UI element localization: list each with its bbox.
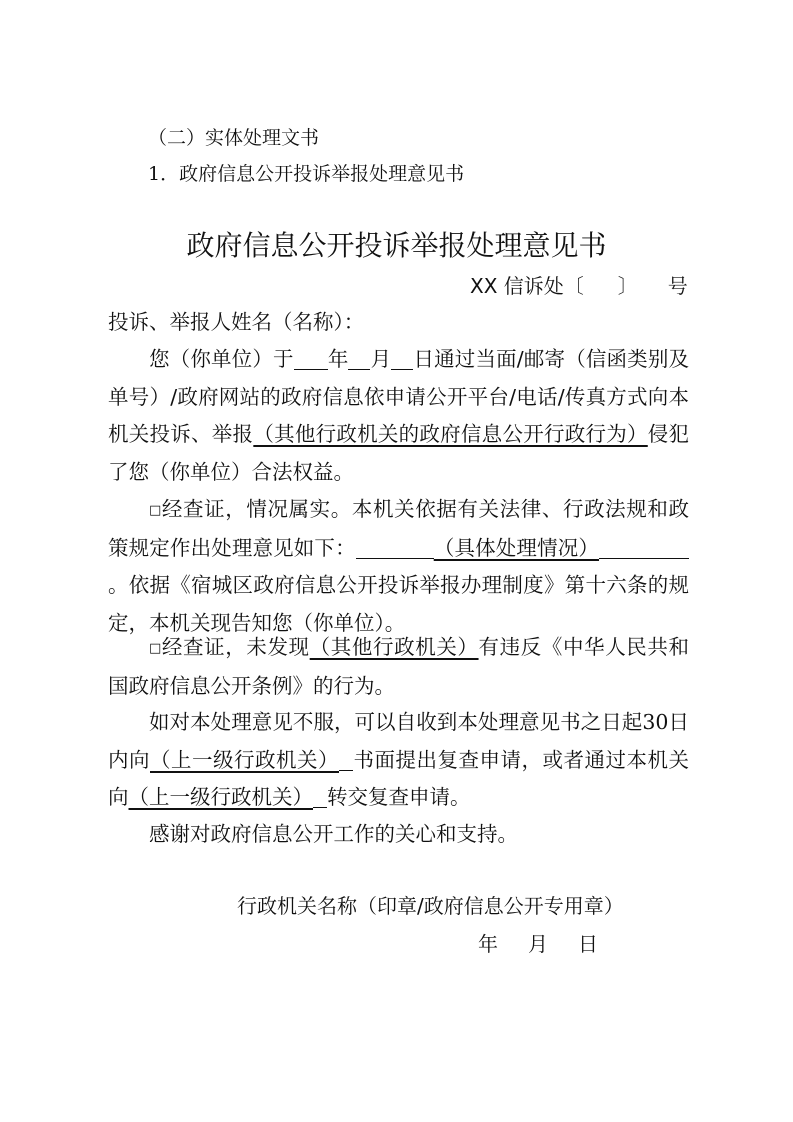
para3-underlined: （其他行政机关） — [309, 635, 479, 659]
month-label: 月 — [370, 347, 392, 371]
para2-text-2: 。依据《宿城区政府信息公开投诉举报办理制度》第十六条的规定，本机关现告知您（你单位）。 — [108, 573, 689, 635]
para4-text-1: 如对本处理意见不服，可以自收到本处理意见书之日起 — [149, 710, 643, 734]
para2-text-1: 经查证，情况属实。本机关依据有关法律、行政法规和政策规定作出处理意见如下： — [108, 497, 689, 560]
document-number — [470, 270, 688, 299]
para4-underlined-2: （上一级行政机关） — [128, 785, 313, 809]
month-blank — [348, 347, 370, 370]
paragraph-thanks: 感谢对政府信息公开工作的关心和支持。 — [149, 822, 518, 846]
para1-underlined: （其他行政机关的政府信息公开行政行为） — [253, 422, 648, 446]
para1-text-3: 侵犯了您（你单位）合法权益。 — [108, 422, 690, 484]
checkbox-icon: □ — [149, 641, 162, 656]
year-label: 年 — [327, 347, 349, 371]
result-blank-right — [599, 536, 689, 559]
year-blank — [294, 347, 328, 370]
section-heading: （二）实体处理文书 — [148, 127, 320, 149]
date-month: 月 — [528, 932, 548, 956]
doc-number-prefix: XX 信诉处〔 — [470, 274, 584, 298]
para1-text-2: 日通过当面/邮寄（信函类别及单号）/政府网站的政府信息依申请公开平台/电话/传真方式向本机关投诉、举报 — [108, 347, 690, 446]
addressee-line: 投诉、举报人姓名（名称）： — [108, 310, 365, 334]
result-blank-left — [356, 536, 434, 559]
date-year: 年 — [478, 932, 498, 956]
para4-text-3: 书面提出复查申请，或者通过本机关向 — [108, 747, 689, 809]
paragraph-review — [108, 704, 689, 817]
paragraph-not-found — [108, 629, 689, 705]
para3-text-1: 经查证，未发现 — [161, 635, 310, 659]
signature-line: 行政机关名称（印章/政府信息公开专用章） — [237, 894, 624, 918]
doc-number-suffix: 号 — [667, 274, 688, 298]
day-blank — [391, 347, 413, 370]
date-day: 日 — [578, 932, 598, 956]
para3-text-2: 有违反《中华人民共和国政府信息公开条例》的行为。 — [108, 635, 690, 698]
para2-underlined: （具体处理情况） — [433, 535, 600, 560]
review-blank-2 — [313, 785, 327, 808]
paragraph-complaint — [108, 341, 689, 491]
item-heading-text: 政府信息公开投诉举报处理意见书 — [179, 163, 465, 185]
item-heading — [148, 159, 464, 186]
para1-text-1: 您（你单位）于 — [149, 347, 294, 371]
para4-underlined-1: （上一级行政机关） — [150, 747, 339, 772]
para4-text-2: 日内向 — [108, 710, 690, 772]
date-line — [478, 928, 628, 957]
doc-number-close: 〕 — [617, 274, 638, 298]
checkbox-icon: □ — [149, 503, 162, 518]
para4-days: 30 — [642, 710, 669, 734]
paragraph-verified — [108, 491, 689, 642]
item-number: 1． — [148, 163, 180, 185]
para4-text-4: 转交复查申请。 — [327, 785, 471, 809]
review-blank-1 — [339, 748, 353, 771]
document-title: 政府信息公开投诉举报处理意见书 — [186, 229, 607, 262]
